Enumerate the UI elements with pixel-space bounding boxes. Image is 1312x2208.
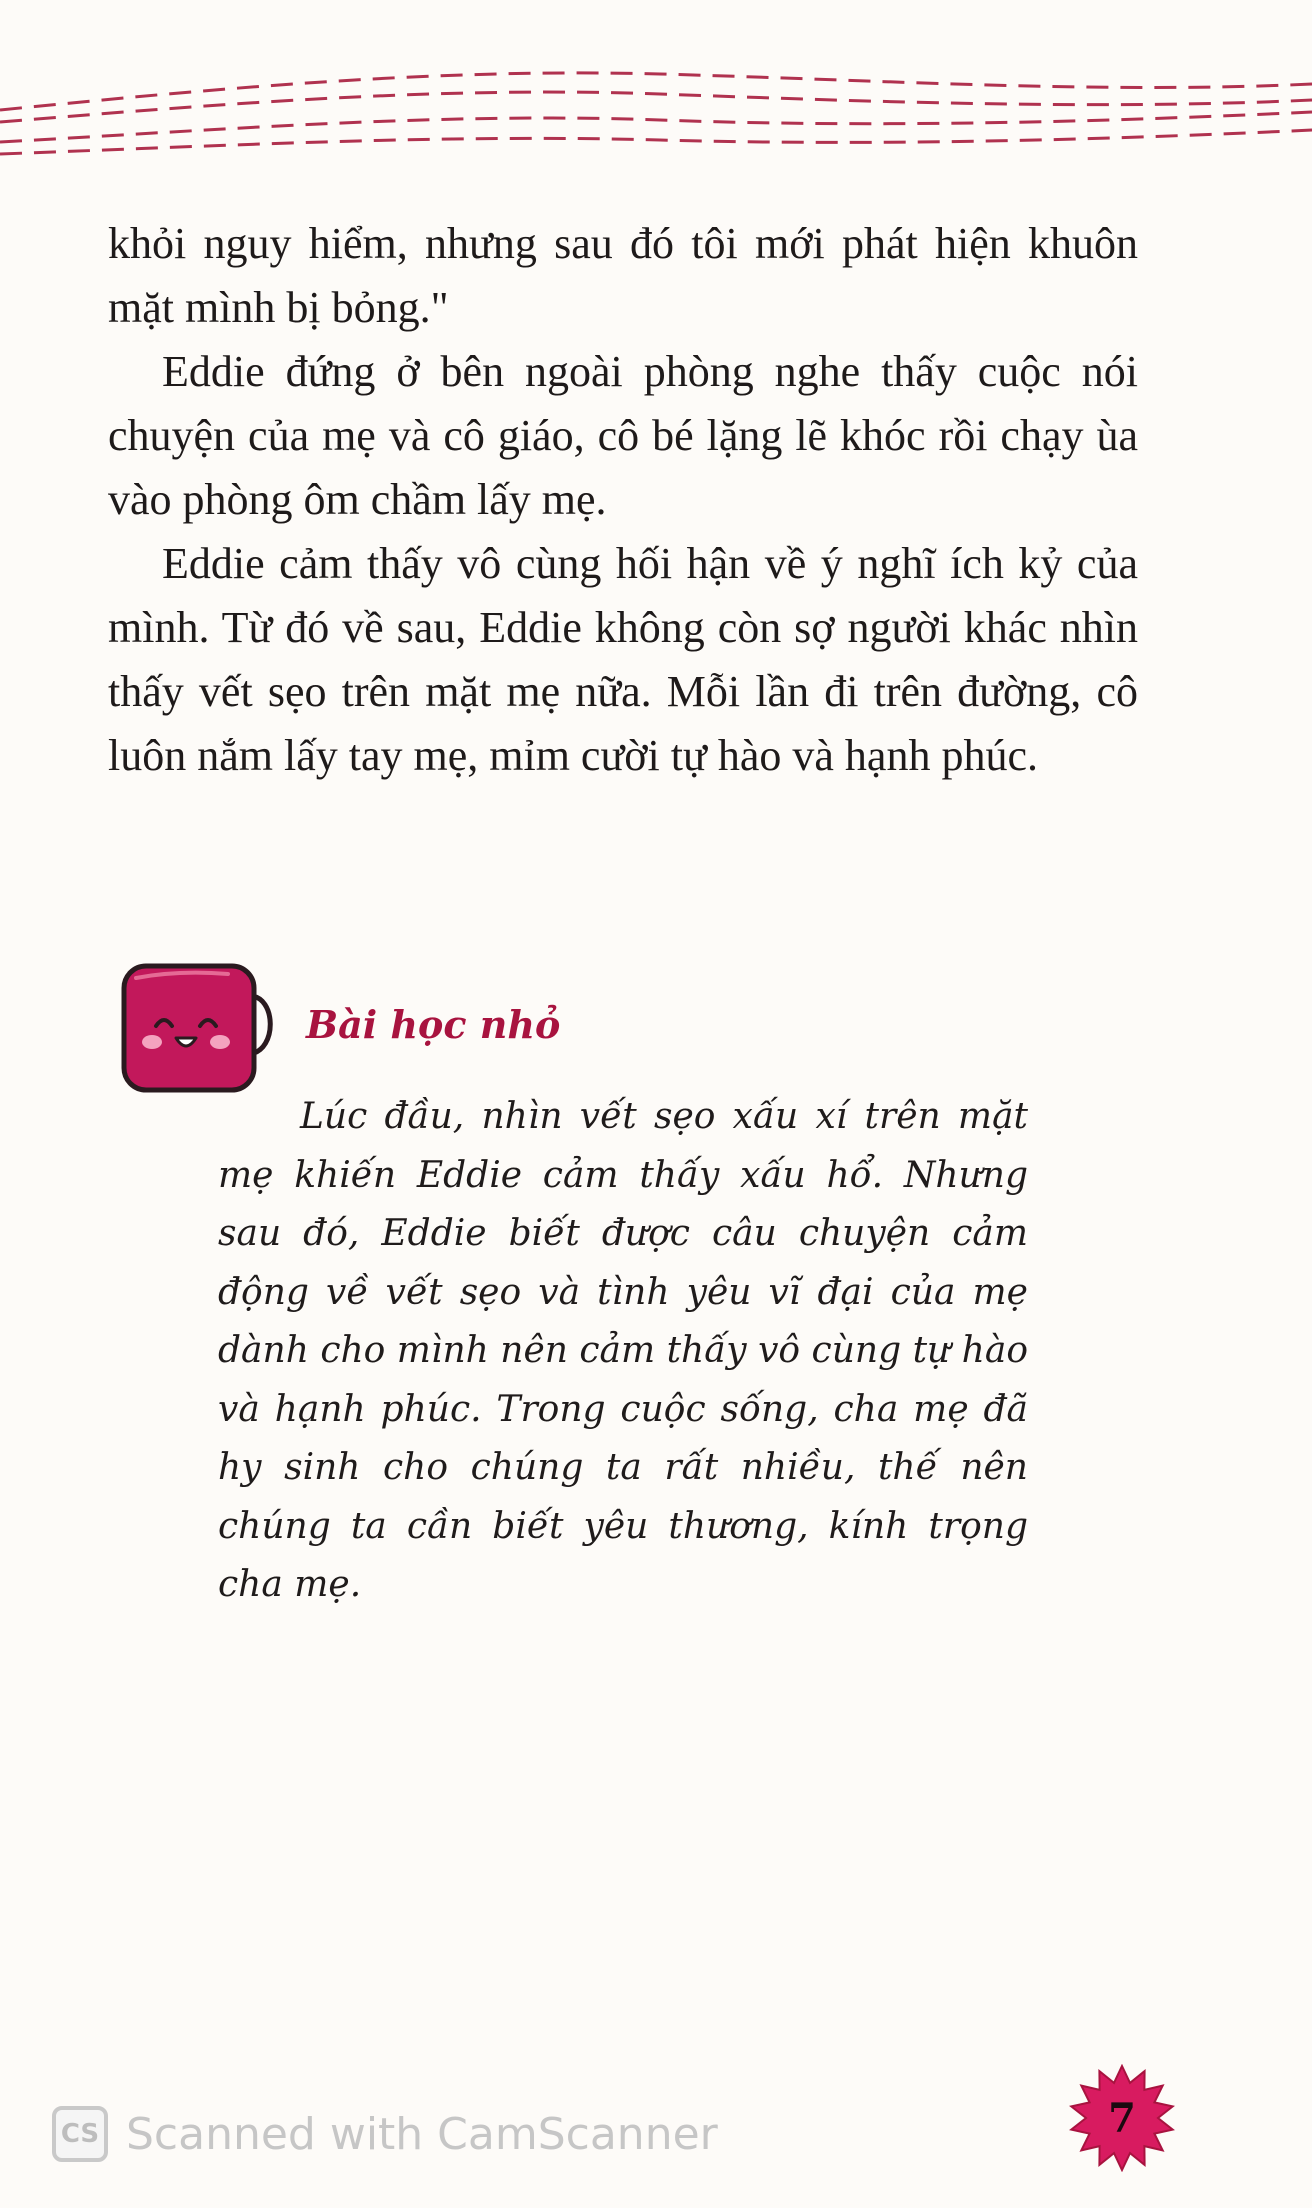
story-paragraph: khỏi nguy hiểm, nhưng sau đó tôi mới phát hiện khuôn mặt mình bị bỏng." — [108, 219, 1138, 332]
camscanner-watermark — [52, 2102, 718, 2166]
story-paragraph: Eddie đứng ở bên ngoài phòng nghe thấy cuộc nói chuyện của mẹ và cô giáo, cô bé lặng lẽ khóc rồi chạy ùa vào phòng ôm chầm lấy mẹ. — [108, 347, 1138, 524]
top-dashed-border — [0, 60, 1312, 160]
lesson-text — [218, 1088, 1028, 1615]
lesson-title: Bài học nhỏ — [306, 1002, 561, 1047]
story-text — [108, 212, 1138, 788]
page-number: 7 — [1108, 2094, 1136, 2142]
story-paragraph: Eddie cảm thấy vô cùng hối hận về ý nghĩ ích kỷ của mình. Từ đó về sau, Eddie không còn sợ người khác nhìn thấy vết sẹo trên mặt mẹ nữa. Mỗi lần đi trên đường, cô luôn nắm lấy tay mẹ, mỉm cười tự hào và hạnh phúc. — [108, 539, 1138, 780]
lesson-paragraph: Lúc đầu, nhìn vết sẹo xấu xí trên mặt mẹ khiến Eddie cảm thấy xấu hổ. Nhưng sau đó, Eddie biết được câu chuyện cảm động về vết sẹo và tình yêu vĩ đại của mẹ dành cho mình nên cảm thấy vô cùng tự hào và hạnh phúc. Trong cuộc sống, cha mẹ đã hy sinh cho chúng ta rất nhiều, thế nên chúng ta cần biết yêu thương, kính trọng cha mẹ. — [218, 1096, 1028, 1605]
smiling-cup-icon — [118, 958, 278, 1098]
camscanner-logo: CS — [52, 2106, 108, 2162]
camscanner-text: Scanned with CamScanner — [126, 2108, 718, 2160]
